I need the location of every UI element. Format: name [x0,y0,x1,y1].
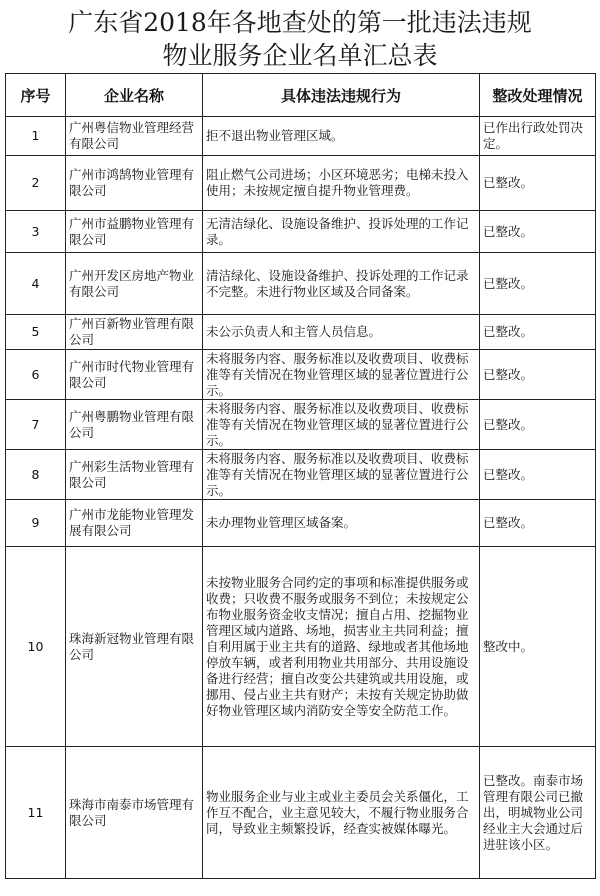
row-company: 广州市时代物业管理有限公司 [66,350,203,400]
table-row [6,500,596,547]
row-result: 已整改。 [480,315,596,350]
row-result: 已整改。 [480,400,596,450]
row-no: 10 [6,547,66,747]
row-no: 6 [6,350,66,400]
row-violation: 未办理物业管理区域备案。 [203,500,480,547]
row-result: 已整改。南泰市场管理有限公司已撤出，明城物业公司经业主大会通过后进驻该小区。 [480,747,596,879]
table-row [6,350,596,400]
row-no: 5 [6,315,66,350]
row-violation: 清洁绿化、设施设备维护、投诉处理的工作记录不完整。未进行物业区域及合同备案。 [203,253,480,315]
table-header-row [6,74,596,117]
table-row [6,450,596,500]
violations-table [5,73,596,879]
table-row [6,747,596,879]
row-result: 已整改。 [480,253,596,315]
row-violation: 未将服务内容、服务标准以及收费项目、收费标准等有关情况在物业管理区域的显著位置进行公示。 [203,350,480,400]
row-result: 已作出行政处罚决定。 [480,117,596,156]
row-company: 广州粤信物业管理经营有限公司 [66,117,203,156]
title-line-2: 物业服务企业名单汇总表 [162,41,438,70]
row-result: 已整改。 [480,450,596,500]
row-no: 9 [6,500,66,547]
row-result: 整改中。 [480,547,596,747]
row-no: 8 [6,450,66,500]
row-result: 已整改。 [480,156,596,211]
table-row [6,211,596,253]
row-violation: 未将服务内容、服务标准以及收费项目、收费标准等有关情况在物业管理区域的显著位置进行公示。 [203,400,480,450]
row-company: 广州市龙能物业管理发展有限公司 [66,500,203,547]
row-violation: 未公示负责人和主管人员信息。 [203,315,480,350]
document-title [0,6,600,72]
row-no: 3 [6,211,66,253]
table-row [6,400,596,450]
row-no: 7 [6,400,66,450]
table-row [6,117,596,156]
row-result: 已整改。 [480,500,596,547]
row-company: 广州市益鹏物业管理有限公司 [66,211,203,253]
header-result: 整改处理情况 [480,74,596,117]
row-company: 珠海市南泰市场管理有限公司 [66,747,203,879]
table-row [6,315,596,350]
row-no: 1 [6,117,66,156]
table-row [6,253,596,315]
row-violation: 无清洁绿化、设施设备维护、投诉处理的工作记录。 [203,211,480,253]
row-company: 广州开发区房地产物业有限公司 [66,253,203,315]
row-violation: 阻止燃气公司进场；小区环境恶劣；电梯未投入使用；未按规定擅自提升物业管理费。 [203,156,480,211]
title-line-1: 广东省2018年各地查处的第一批违法违规 [68,8,532,37]
table-row [6,156,596,211]
table-row [6,547,596,747]
header-no: 序号 [6,74,66,117]
header-violation: 具体违法违规行为 [203,74,480,117]
row-no: 11 [6,747,66,879]
row-violation: 未按物业服务合同约定的事项和标准提供服务或收费；只收费不服务或服务不到位；未按规定公布物业服务资金收支情况；擅自占用、挖掘物业管理区域内道路、场地，损害业主共同利益；擅自利用属于业主共有的道路、绿地或者其他场地停放车辆，或者利用物业共用部分、共用设施设备进行经营；擅自改变公共建筑或共用设施，或挪用、侵占业主共有财产；未按有关规定协助做好物业管理区域内消防安全等安全防范工作。 [203,547,480,747]
row-violation: 拒不退出物业管理区域。 [203,117,480,156]
row-company: 广州彩生活物业管理有限公司 [66,450,203,500]
row-result: 已整改。 [480,350,596,400]
row-no: 4 [6,253,66,315]
row-company: 广州市鸿鹄物业管理有限公司 [66,156,203,211]
header-company: 企业名称 [66,74,203,117]
row-violation: 未将服务内容、服务标准以及收费项目、收费标准等有关情况在物业管理区域的显著位置进行公示。 [203,450,480,500]
row-company: 广州百新物业管理有限公司 [66,315,203,350]
row-company: 广州粤鹏物业管理有限公司 [66,400,203,450]
row-violation: 物业服务企业与业主或业主委员会关系僵化，工作互不配合，业主意见较大，不履行物业服务合同，导致业主频繁投诉，经查实被媒体曝光。 [203,747,480,879]
row-result: 已整改。 [480,211,596,253]
row-no: 2 [6,156,66,211]
row-company: 珠海新冠物业管理有限公司 [66,547,203,747]
